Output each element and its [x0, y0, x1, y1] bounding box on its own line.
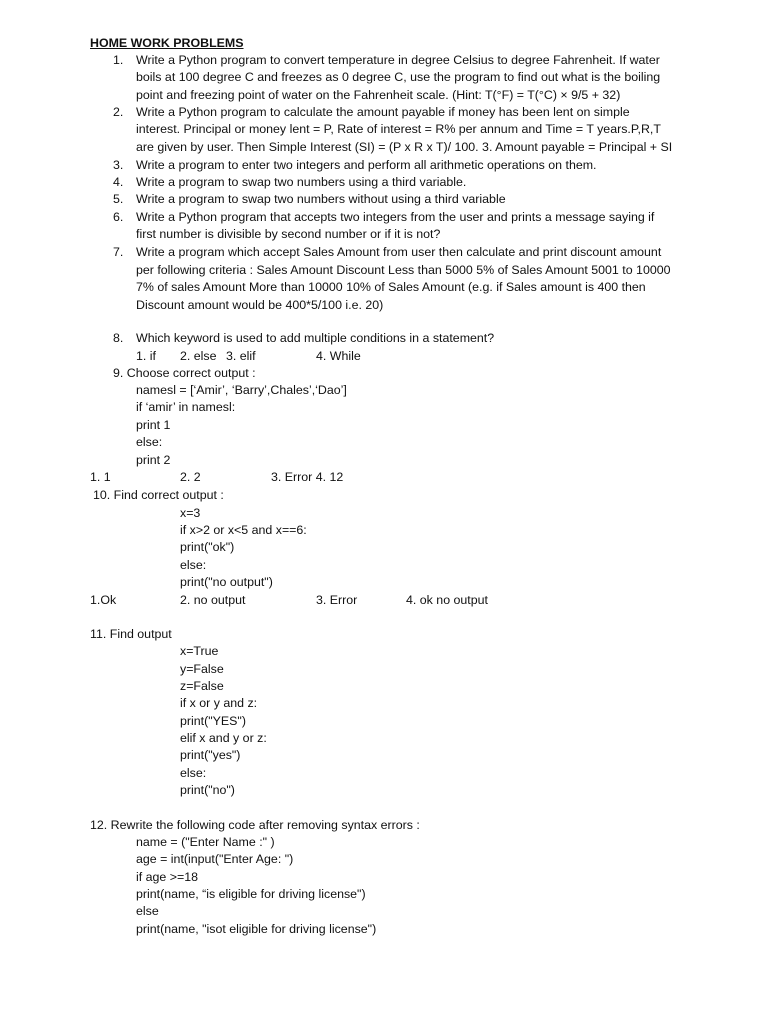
text-line: Discount amount would be 400*5/100 i.e. 20)	[136, 298, 384, 312]
text-line: 4. ok no output	[406, 593, 488, 607]
text-line: if age >=18	[136, 870, 199, 884]
text-line: are given by user. Then Simple Interest (SI) = (P x R x T)/ 100. 3. Amount payable = Principal + SI	[136, 140, 673, 154]
text-line: 7% of sales Amount More than 10000 10% of Sales Amount (e.g. if Sales amount is 400 then	[136, 280, 646, 294]
text-line: else:	[136, 435, 163, 449]
text-line: first number is divisible by second number or if it is not?	[136, 227, 441, 241]
text-line: z=False	[180, 679, 224, 693]
text-line: 1.	[113, 53, 124, 67]
text-line: if ‘amir’ in namesl:	[136, 400, 236, 414]
text-line: 3. Error	[316, 593, 358, 607]
text-line: print("no")	[180, 783, 235, 797]
text-line: print("no output")	[180, 575, 273, 589]
text-line: namesl = [‘Amir’, ‘Barry’,Chales’,‘Dao’]	[136, 383, 347, 397]
text-line: per following criteria : Sales Amount Discount Less than 5000 5% of Sales Amount 5001 to 10000	[136, 263, 671, 277]
text-line: 3. elif	[226, 349, 256, 363]
text-line: 2.	[113, 105, 124, 119]
text-line: 4. While	[316, 349, 361, 363]
text-line: 8.	[113, 331, 124, 345]
text-line: 4.	[113, 175, 124, 189]
text-line: x=True	[180, 644, 219, 658]
text-line: name = ("Enter Name :" )	[136, 835, 275, 849]
text-line: 10. Find correct output :	[93, 488, 224, 502]
text-line: 11. Find output	[90, 627, 172, 641]
text-line: 9. Choose correct output :	[113, 366, 256, 380]
text-line: print("yes")	[180, 748, 241, 762]
text-line: print 1	[136, 418, 171, 432]
text-line: print("YES")	[180, 714, 246, 728]
text-line: print 2	[136, 453, 171, 467]
text-line: else:	[180, 558, 207, 572]
text-line: if x or y and z:	[180, 696, 258, 710]
text-line: 2. else	[180, 349, 217, 363]
text-line: 1.Ok	[90, 593, 117, 607]
text-line: Write a program to swap two numbers using a third variable.	[136, 175, 467, 189]
page-title: HOME WORK PROBLEMS	[90, 36, 244, 50]
text-line: 1. 1	[90, 470, 111, 484]
text-line: point and freezing point of water on the Fahrenheit scale. (Hint: T(°F) = T(°C) × 9/5 + 32)	[136, 88, 621, 102]
text-line: 2. no output	[180, 593, 246, 607]
text-line: 1. if	[136, 349, 156, 363]
text-line: Write a program to swap two numbers without using a third variable	[136, 192, 506, 206]
text-line: if x>2 or x<5 and x==6:	[180, 523, 307, 537]
text-line: 2. 2	[180, 470, 201, 484]
text-line: else	[136, 904, 159, 918]
text-line: interest. Principal or money lent = P, Rate of interest = R% per annum and Time = T years.P,R,T	[136, 122, 661, 136]
text-line: print(name, "isot eligible for driving license")	[136, 922, 377, 936]
text-line: Write a Python program to calculate the amount payable if money has been lent on simple	[136, 105, 630, 119]
text-line: 3.	[113, 158, 124, 172]
text-line: Which keyword is used to add multiple conditions in a statement?	[136, 331, 495, 345]
text-line: print(name, “is eligible for driving license")	[136, 887, 366, 901]
text-line: elif x and y or z:	[180, 731, 267, 745]
text-line: 6.	[113, 210, 124, 224]
text-line: y=False	[180, 662, 224, 676]
text-line: Write a Python program to convert temperature in degree Celsius to degree Fahrenheit. If water	[136, 53, 660, 67]
text-line: 7.	[113, 245, 124, 259]
text-line: 5.	[113, 192, 124, 206]
text-line: Write a Python program that accepts two integers from the user and prints a message saying if	[136, 210, 655, 224]
text-line: else:	[180, 766, 207, 780]
text-line: boils at 100 degree C and freezes as 0 degree C, use the program to find out what is the boiling	[136, 70, 661, 84]
text-line: age = int(input("Enter Age: ")	[136, 852, 294, 866]
text-line: x=3	[180, 506, 201, 520]
text-line: Write a program to enter two integers and perform all arithmetic operations on them.	[136, 158, 597, 172]
text-line: 12. Rewrite the following code after removing syntax errors :	[90, 818, 420, 832]
text-line: print("ok")	[180, 540, 235, 554]
text-line: Write a program which accept Sales Amount from user then calculate and print discount amount	[136, 245, 662, 259]
text-line: 3. Error 4. 12	[271, 470, 344, 484]
